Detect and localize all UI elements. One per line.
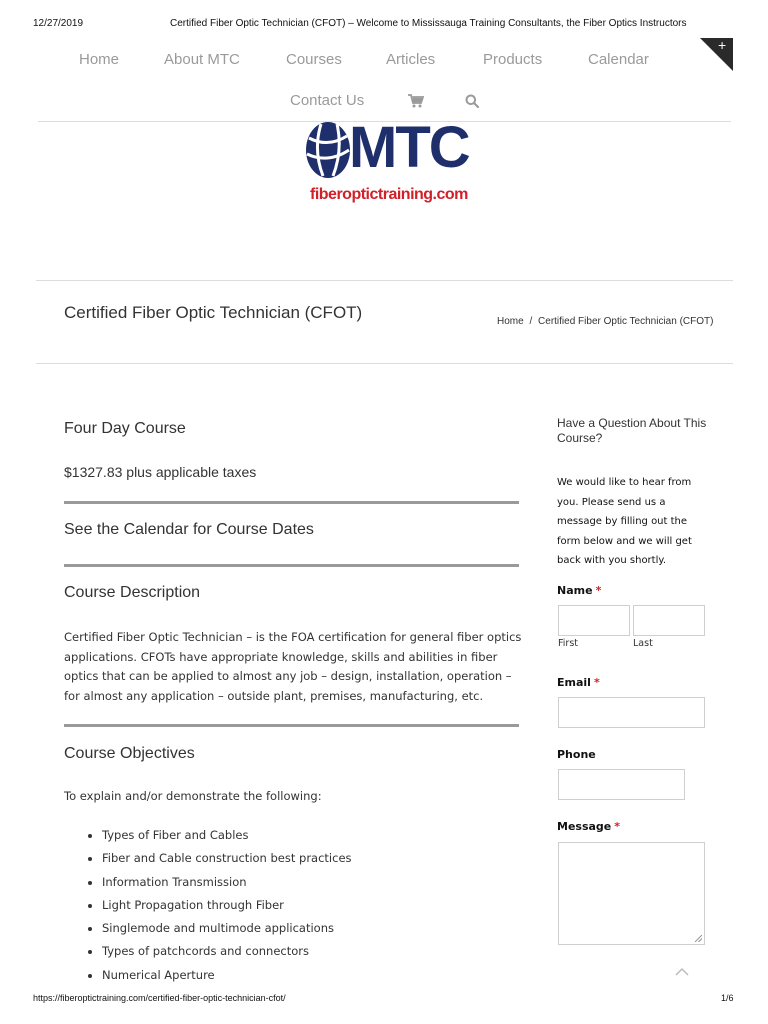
list-item: • Types of patchcords and connectors: [102, 941, 352, 964]
list-item: • Singlemode and multimode applications: [102, 918, 352, 941]
objectives-intro: To explain and/or demonstrate the following:: [64, 789, 322, 803]
last-name-hint: Last: [633, 638, 653, 649]
list-item: • Types of Fiber and Cables: [102, 825, 352, 848]
required-mark: *: [614, 820, 621, 833]
logo-text: MTC: [349, 115, 469, 180]
plus-icon: +: [718, 37, 727, 53]
header-divider-bottom: [36, 363, 733, 364]
message-textarea[interactable]: [558, 842, 705, 945]
resize-handle[interactable]: [695, 935, 702, 942]
sidebar-intro: We would like to hear from you. Please send us a message by filling out the form below and we will get back with you shortly.: [557, 477, 692, 566]
breadcrumb: [497, 316, 713, 327]
name-label: Name *: [557, 584, 602, 597]
section-separator: [64, 724, 519, 727]
course-duration: Four Day Course: [64, 420, 186, 437]
globe-logo-icon: [303, 120, 353, 185]
required-mark: *: [593, 676, 600, 689]
search-icon[interactable]: [465, 94, 479, 113]
nav-calendar[interactable]: Calendar: [588, 51, 649, 68]
section-separator: [64, 501, 519, 504]
nav-home[interactable]: Home: [79, 51, 120, 68]
sliding-bar-toggle[interactable]: [700, 38, 733, 71]
nav-about[interactable]: About MTC: [164, 51, 240, 68]
section-separator: [64, 564, 519, 567]
nav-contact[interactable]: Contact Us: [290, 92, 365, 109]
objectives-heading: Course Objectives: [64, 745, 195, 762]
nav-courses[interactable]: Courses: [286, 51, 342, 68]
first-name-input[interactable]: [558, 605, 630, 636]
required-mark: *: [595, 584, 602, 597]
calendar-link[interactable]: See the Calendar for Course Dates: [64, 521, 314, 538]
last-name-input[interactable]: [633, 605, 705, 636]
phone-field[interactable]: [558, 769, 685, 800]
chevron-up-icon[interactable]: [674, 964, 690, 982]
print-date: 12/27/2019: [33, 18, 84, 29]
course-price: $1327.83 plus applicable taxes: [64, 464, 257, 480]
header-divider-top: [36, 280, 733, 281]
first-name-hint: First: [558, 638, 578, 649]
email-label: Email *: [557, 676, 600, 689]
phone-label: Phone: [557, 748, 596, 761]
list-item: • Information Transmission: [102, 872, 352, 895]
sidebar-title: Have a Question About This Course?: [557, 416, 707, 445]
nav-articles[interactable]: Articles: [386, 51, 436, 68]
objectives-list: [64, 825, 352, 988]
logo-subtitle: fiberoptictraining.com: [310, 186, 468, 203]
print-doc-title: Certified Fiber Optic Technician (CFOT) – Welcome to Mississauga Training Consultants, the Fiber Optics Instructors: [170, 18, 687, 29]
breadcrumb-separator: /: [529, 316, 533, 327]
message-label: Message *: [557, 820, 621, 833]
cart-icon[interactable]: [408, 94, 424, 113]
list-item: • Fiber and Cable construction best practices: [102, 848, 352, 871]
breadcrumb-home[interactable]: Home: [497, 316, 524, 327]
page-title: Certified Fiber Optic Technician (CFOT): [64, 303, 363, 322]
list-item: • Light Propagation through Fiber: [102, 895, 352, 918]
print-page-number: 1/6: [721, 993, 734, 1003]
list-item: • Numerical Aperture: [102, 965, 352, 988]
print-url: https://fiberoptictraining.com/certified-fiber-optic-technician-cfot/: [33, 993, 286, 1003]
email-field[interactable]: [558, 697, 705, 728]
description-text: Certified Fiber Optic Technician – is the FOA certification for general fiber optics applications. CFOTs have appropriate knowledge, skills and abilities in fiber optics that can be applied to almost any job – design, installation, operation – for almost any application – outside plant, premises, manufacturing, etc.: [64, 630, 522, 703]
nav-products[interactable]: Products: [483, 51, 543, 68]
description-heading: Course Description: [64, 584, 201, 601]
breadcrumb-current: Certified Fiber Optic Technician (CFOT): [538, 316, 714, 327]
